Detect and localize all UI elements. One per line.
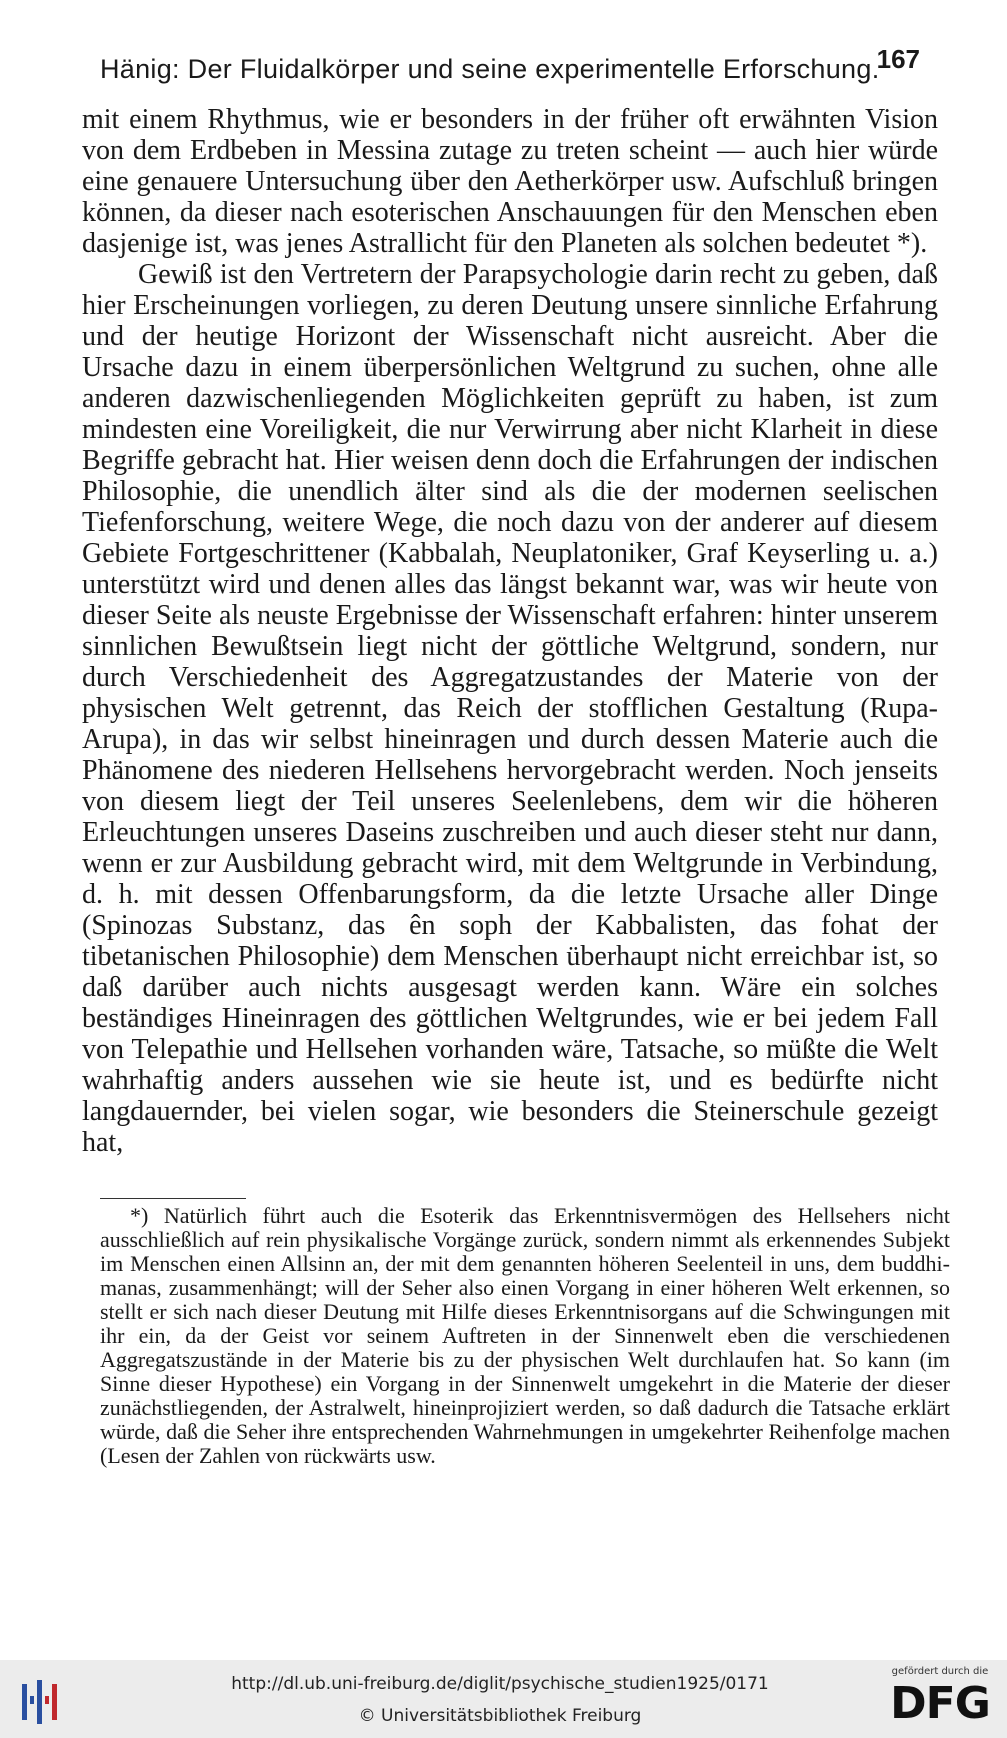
page-number: 167: [876, 44, 920, 74]
body-text: [82, 104, 938, 1158]
paragraph: mit einem Rhythmus, wie er besonders in der früher oft erwähnten Vision von dem Erdbeben in Messina zutage zu treten scheint — auch hier würde eine genauere Untersuchung über den Aetherkörper usw. Aufschluß bringen können, da dieser nach esoterischen Anschauungen für den Menschen eben dasjenige ist, was jenes Astrallicht für den Planeten als solchen bedeutet *).: [82, 104, 938, 259]
running-header: [100, 40, 920, 84]
library-logo-icon: [18, 1678, 58, 1726]
footnote: [100, 1204, 950, 1468]
dfg-funding-note: gefördert durch die: [891, 1666, 989, 1677]
viewer-footer: [0, 1660, 1007, 1738]
footnote-text: *) Natürlich führt auch die Esoterik das Erkenntnisvermögen des Hellsehers nicht ausschließlich auf rein physikalische Vorgänge zurück, sondern nimmt als erkennendes Subjekt im Menschen einen Allsinn an, der mit dem genannten höheren Seelenteil in uns, dem buddhi-manas, zusammenhängt; will der Seher also einen Vorgang in einer höheren Welt erkennen, so stellt er sich nach dieser Deutung mit Hilfe dieses Erkenntnisorgans auf die Schwingungen mit ihr ein, da der Geist vor seinem Auftreten in der Sinnenwelt eben die verschiedenen Aggregatszustände in der Materie bis zu der physischen Welt durchlaufen hat. So kann (im Sinne dieser Hypothese) ein Vorgang in der Sinnenwelt umgekehrt in die Materie der dieser zunächstliegenden, der Astralwelt, hineinprojiziert werden, so daß dadurch die Tatsache erklärt würde, daß die Seher ihre entsprechenden Wahrnehmungen in umgekehrter Reihenfolge machen (Lesen der Zahlen von rückwärts usw.: [100, 1203, 950, 1468]
permalink-url[interactable]: http://dl.ub.uni-freiburg.de/diglit/psychische_studien1925/0171: [231, 1674, 769, 1694]
footnote-rule: [100, 1198, 246, 1199]
dfg-logo: DFG: [890, 1678, 990, 1729]
copyright-text: © Universitätsbibliothek Freiburg: [358, 1706, 642, 1726]
paragraph: Gewiß ist den Vertretern der Parapsychologie darin recht zu geben, daß hier Erscheinungen vorliegen, zu deren Deutung unsere sinnliche Erfahrung und der heutige Horizont der Wissenschaft nicht ausreicht. Aber die Ursache dazu in einem überpersönlichen Weltgrund zu suchen, ohne alle anderen dazwischenliegenden Möglichkeiten geprüft zu haben, ist zum mindesten eine Voreiligkeit, die nur Verwirrung aber nicht Klarheit in diese Begriffe gebracht hat. Hier weisen denn doch die Erfahrungen der indischen Philosophie, die unendlich älter sind als die der modernen seelischen Tiefenforschung, weitere Wege, die noch dazu von der anderer auf diesem Gebiete Fortgeschrittener (Kabbalah, Neuplatoniker, Graf Keyserling u. a.) unterstützt wird und denen alles das längst bekannt war, was wir heute von dieser Seite als neuste Ergebnisse der Wissenschaft erfahren: hinter unserem sinnlichen Bewußtsein liegt nicht der göttliche Weltgrund, sondern, nur durch Verschiedenheit des Aggregatzustandes der Materie von der physischen Welt getrennt, das Reich der stofflichen Gestaltung (Rupa-Arupa), in das wir selbst hineinragen und durch dessen Materie auch die Phänomene des niederen Hellsehens hervorgebracht werden. Noch jenseits von diesem liegt der Teil unseres Seelenlebens, dem wir die höheren Erleuchtungen unseres Daseins zuschreiben und auch dieser steht nur dann, wenn er zur Ausbildung gebracht wird, mit dem Weltgrunde in Verbindung, d. h. mit dessen Offenbarungsform, da die letzte Ursache aller Dinge (Spinozas Substanz, das ên soph der Kabbalisten, das fohat der tibetanischen Philosophie) dem Menschen überhaupt nicht erreichbar ist, so daß darüber auch nichts ausgesagt werden kann. Wäre ein solches beständiges Hineinragen des göttlichen Weltgrundes, wie er bei jedem Fall von Telepathie und Hellsehen vorhanden wäre, Tatsache, so müßte die Welt wahrhaftig anders aussehen wie sie heute ist, und es bedürfte nicht langdauernder, bei vielen sogar, wie besonders die Steinerschule gezeigt hat,: [82, 259, 938, 1158]
header-title: Hänig: Der Fluidalkörper und seine experimentelle Erforschung.: [100, 54, 880, 84]
